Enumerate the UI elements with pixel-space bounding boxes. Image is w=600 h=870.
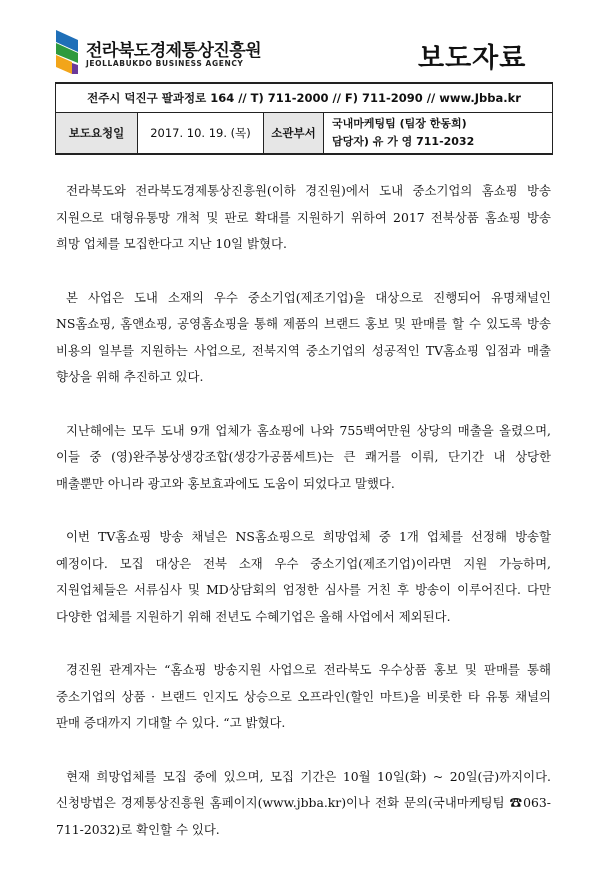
letterhead [0, 0, 600, 82]
press-release-body [56, 178, 551, 870]
department-team: 국내마케팅팀 (팀장 한동희) [332, 117, 467, 130]
body-paragraph-3: 지난해에는 모두 도내 9개 업체가 홈쇼핑에 나와 755백여만원 상당의 매출을 올렸으며, 이들 중 (영)완주봉상생강조합(생강가공품세트)는 큰 쾌거를 이뤄, 단기간 내 상당한 매출뿐만 아니라 광고와 홍보효과에도 도움이 되었다고 말했다. [56, 422, 551, 491]
body-paragraph-5: 경진원 관계자는 “홈쇼핑 방송지원 사업으로 전라북도 우수상품 홍보 및 판매를 통해 중소기업의 상품 · 브랜드 인지도 상승으로 오프라인(할인 마트)을 비롯한 타 유통 채널의 판매 증대까지 기대할 수 있다. “고 밝혔다. [56, 662, 551, 730]
org-name-english: JEOLLABUKDO BUSINESS AGENCY [86, 59, 244, 68]
department-contact: 담당자) 유 가 영 711-2032 [332, 135, 475, 148]
contact-info-line: 전주시 덕진구 팔과정로 164 // T) 711-2000 // F) 711-2090 // www.Jbba.kr [56, 83, 553, 113]
body-paragraph-4: 이번 TV홈쇼핑 방송 채널은 NS홈쇼핑으로 희망업체 중 1개 업체를 선정해 방송할 예정이다. 모집 대상은 전북 소재 우수 중소기업(제조기업)이라면 지원 가능하며, 지원업체들은 서류심사 및 MD상담회의 엄정한 심사를 거친 후 방송이 이루어진다. 다만 다양한 업체를 지원하기 위해 전년도 수혜기업은 올해 사업에서 제외된다. [56, 529, 551, 624]
agency-logo-icon [56, 30, 80, 74]
department-label: 소관부서 [264, 113, 324, 155]
body-paragraph-2: 본 사업은 도내 소재의 우수 중소기업(제조기업)을 대상으로 진행되어 유명채널인 NS홈쇼핑, 홈앤쇼핑, 공영홈쇼핑을 통해 제품의 브랜드 홍보 및 판매를 할 수 있도록 방송 비용의 일부를 지원하는 사업으로, 전북지역 중소기업의 성공적인 TV홈쇼핑 입점과 매출 향상을 위해 추진하고 있다. [56, 289, 551, 384]
org-name-korean: 전라북도경제통상진흥원 [86, 41, 262, 61]
document-type-title: 보도자료 [418, 43, 527, 74]
body-paragraph-6: 현재 희망업체를 모집 중에 있으며, 모집 기간은 10월 10일(화) ~ 20일(금)까지이다. 신청방법은 경제통상진흥원 홈페이지(www.jbba.kr)이나 전화 문의(국내마케팅팀 ☎063-711-2032)로 확인할 수 있다. [56, 768, 551, 837]
logo-purple-shape [72, 63, 78, 74]
request-date-value: 2017. 10. 19. (목) [138, 113, 264, 155]
press-info-table [55, 82, 553, 155]
request-date-label: 보도요청일 [56, 113, 138, 155]
department-info [324, 113, 553, 155]
body-paragraph-1: 전라북도와 전라북도경제통상진흥원(이하 경진원)에서 도내 중소기업의 홈쇼핑 방송 지원으로 대형유통망 개척 및 판로 확대를 지원하기 위하여 2017 전북상품 홈쇼핑 방송 희망 업체를 모집한다고 지난 10일 밝혔다. [56, 183, 551, 251]
